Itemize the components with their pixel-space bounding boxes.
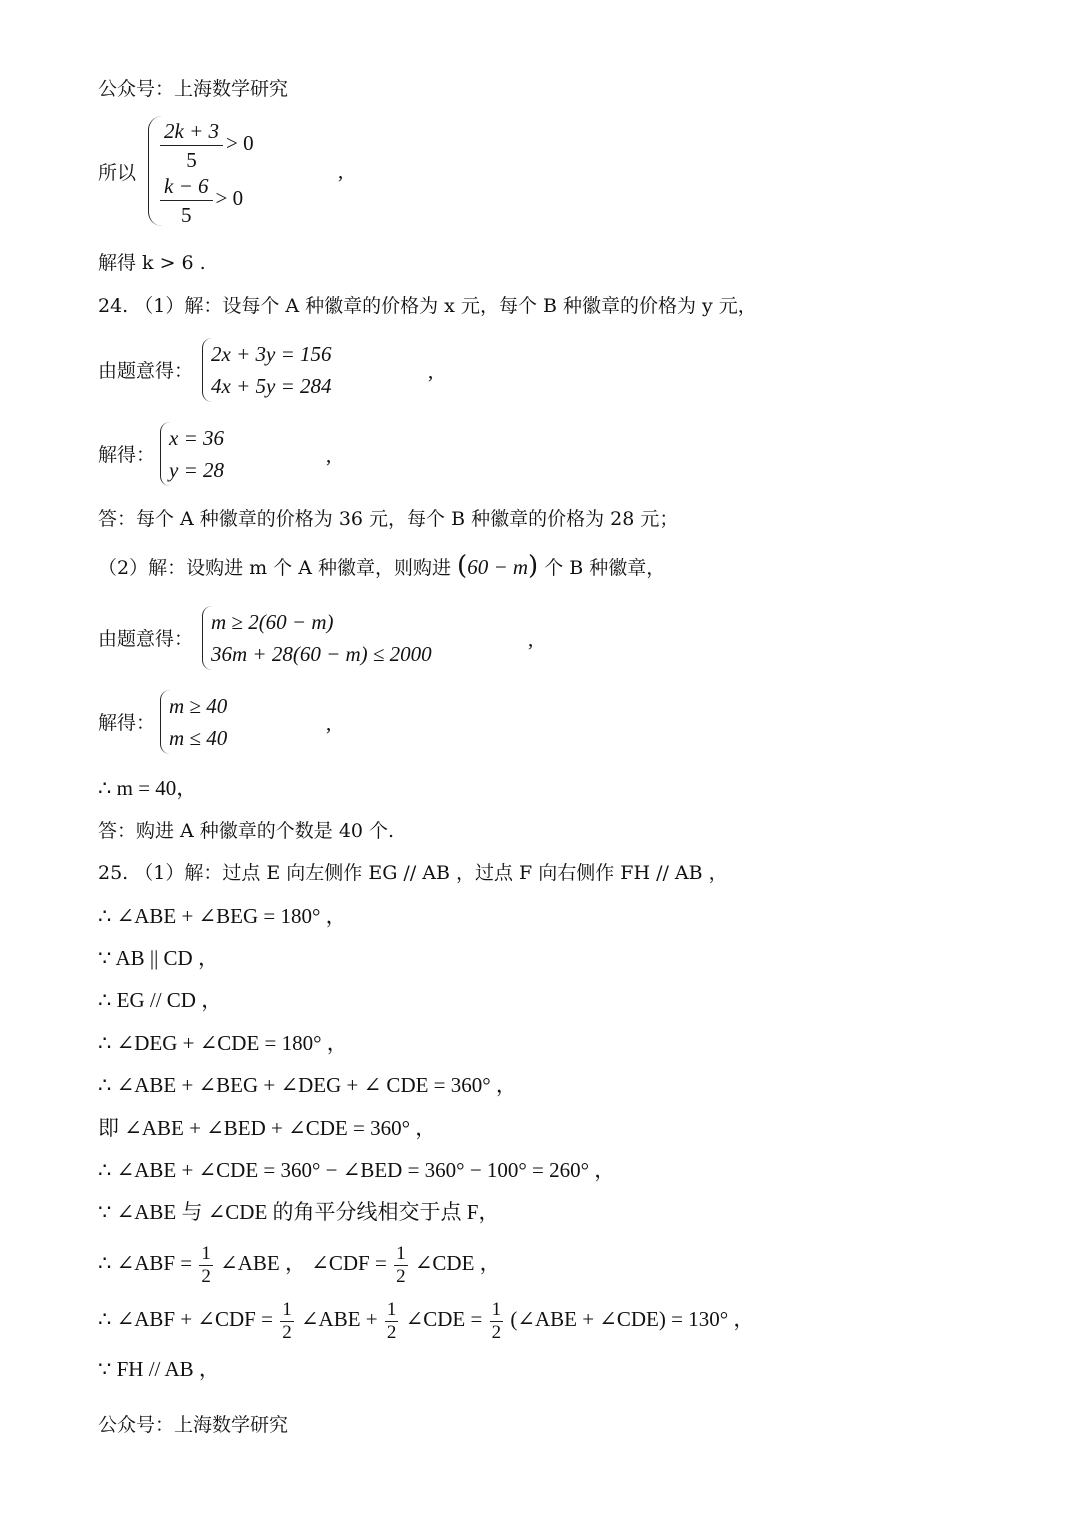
q25-line-10-d: (∠ABE + ∠CDE) = 130° ， [510,1307,755,1331]
q23-end-comma: , [338,159,344,183]
half-den: 2 [396,1265,406,1287]
q25-half-3 [280,1299,294,1344]
q23-row1-denominator: 5 [186,147,197,172]
q24-sol-label-1: 解得： [98,444,156,466]
q23-solve-line: 解得 k > 6 . [98,252,206,274]
q24-eq1-row2: 4x + 5y = 284 [211,374,332,398]
q25-intro: 25. （1）解：过点 E 向左侧作 EG // AB ，过点 F 向右侧作 FH // AB ， [98,862,728,884]
q25-line-11: ∵ FH // AB ， [98,1357,220,1381]
q24-sol2-row2: m ≤ 40 [169,726,228,750]
q24-eq1-comma: , [428,359,434,383]
q23-brace-system [148,116,254,226]
q25-line-8: ∵ ∠ABE 与 ∠CDE 的角平分线相交于点 F， [98,1200,500,1224]
q23-row2 [157,171,254,226]
q24-eq-label-2: 由题意得： [98,628,194,650]
half-num: 1 [282,1298,292,1320]
q24-sol-label-2: 解得： [98,712,156,734]
q25-half-1 [199,1243,213,1288]
q23-row1 [157,116,254,171]
q24-sol1-row2: y = 28 [169,458,224,482]
q25-line-9-c: ∠CDF = [311,1251,387,1275]
q24-answer-1: 答：每个 A 种徽章的价格为 36 元，每个 B 种徽章的价格为 28 元； [98,508,679,530]
q24-part2-paren-expression: 60 − m [467,555,529,579]
q24-sol1-comma: , [326,443,332,467]
q25-line-1: ∴ ∠ABE + ∠BEG = 180° ， [98,904,347,928]
q24-answer-2: 答：购进 A 种徽章的个数是 40 个. [98,820,395,842]
half-num: 1 [386,1298,397,1320]
half-num: 1 [396,1242,406,1264]
q25-line-10 [98,1294,754,1344]
q25-line-9 [98,1238,501,1288]
q25-line-10-b: ∠ABE + [300,1307,378,1331]
q24-sol2-comma: , [326,711,332,735]
q25-line-4: ∴ ∠DEG + ∠CDE = 180° ， [98,1031,348,1055]
q23-row1-numerator: 2k + 3 [160,117,223,146]
q24-part2-intro-a: （2）解：设购进 m 个 A 种徽章，则购进 [98,557,451,579]
q23-row2-numerator: k − 6 [160,172,213,201]
q24-eq1-row1: 2x + 3y = 156 [211,342,332,366]
q24-brace-1 [202,338,331,402]
half-den: 2 [386,1321,397,1343]
q24-brace-4 [160,690,227,754]
q23-row2-denominator: 5 [181,202,192,227]
half-den: 2 [282,1321,292,1343]
q25-line-2: ∵ AB || CD ， [98,946,219,970]
q23-row1-relation: > 0 [226,131,254,155]
q24-part2-intro-b: 个 B 种徽章， [544,557,666,579]
q25-half-4 [385,1299,399,1344]
q23-row2-relation: > 0 [215,186,244,210]
q25-line-9-d: ∠CDE ， [414,1251,501,1275]
q24-part1-intro: 24. （1）解：设每个 A 种徽章的价格为 x 元，每个 B 种徽章的价格为 y 元， [98,295,757,317]
q24-part2-intro [98,553,665,581]
q24-sol2-row1: m ≥ 40 [169,694,228,718]
half-den: 2 [491,1321,502,1343]
q25-line-3: ∴ EG // CD ， [98,988,223,1012]
q24-eq2-row2: 36m + 28(60 − m) ≤ 2000 [211,642,432,666]
q25-line-10-c: ∠CDE = [405,1307,483,1331]
q24-eq2-comma: , [528,627,534,651]
q25-line-9-a: ∴ ∠ABF = [98,1251,193,1275]
q24-eq2-row1: m ≥ 2(60 − m) [211,610,334,634]
half-num: 1 [201,1242,211,1264]
q24-therefore: ∴ m = 40， [98,776,198,800]
q25-line-9-b: ∠ABE ， [220,1251,307,1275]
q23-prefix: 所以 [98,162,137,184]
q25-line-5: ∴ ∠ABE + ∠BEG + ∠DEG + ∠ CDE = 360° ， [98,1073,517,1097]
footer-watermark: 公众号：上海数学研究 [98,1414,289,1436]
q24-brace-3 [202,606,432,670]
q25-line-6: 即 ∠ABE + ∠BED + ∠CDE = 360° ， [98,1116,437,1140]
q24-brace-2 [160,422,224,486]
q25-half-2 [394,1243,408,1288]
q25-line-10-a: ∴ ∠ABF + ∠CDF = [98,1307,273,1331]
q24-paren-left: ( [457,551,468,581]
half-num: 1 [491,1298,502,1320]
q24-eq-label-1: 由题意得： [98,360,194,382]
q24-paren-right: ) [528,551,539,581]
q25-line-7: ∴ ∠ABE + ∠CDE = 360° − ∠BED = 360° − 100° = 260° ， [98,1158,616,1182]
q25-half-5 [490,1299,504,1344]
header-watermark: 公众号：上海数学研究 [98,78,289,100]
half-den: 2 [201,1265,211,1287]
q24-sol1-row1: x = 36 [169,426,224,450]
